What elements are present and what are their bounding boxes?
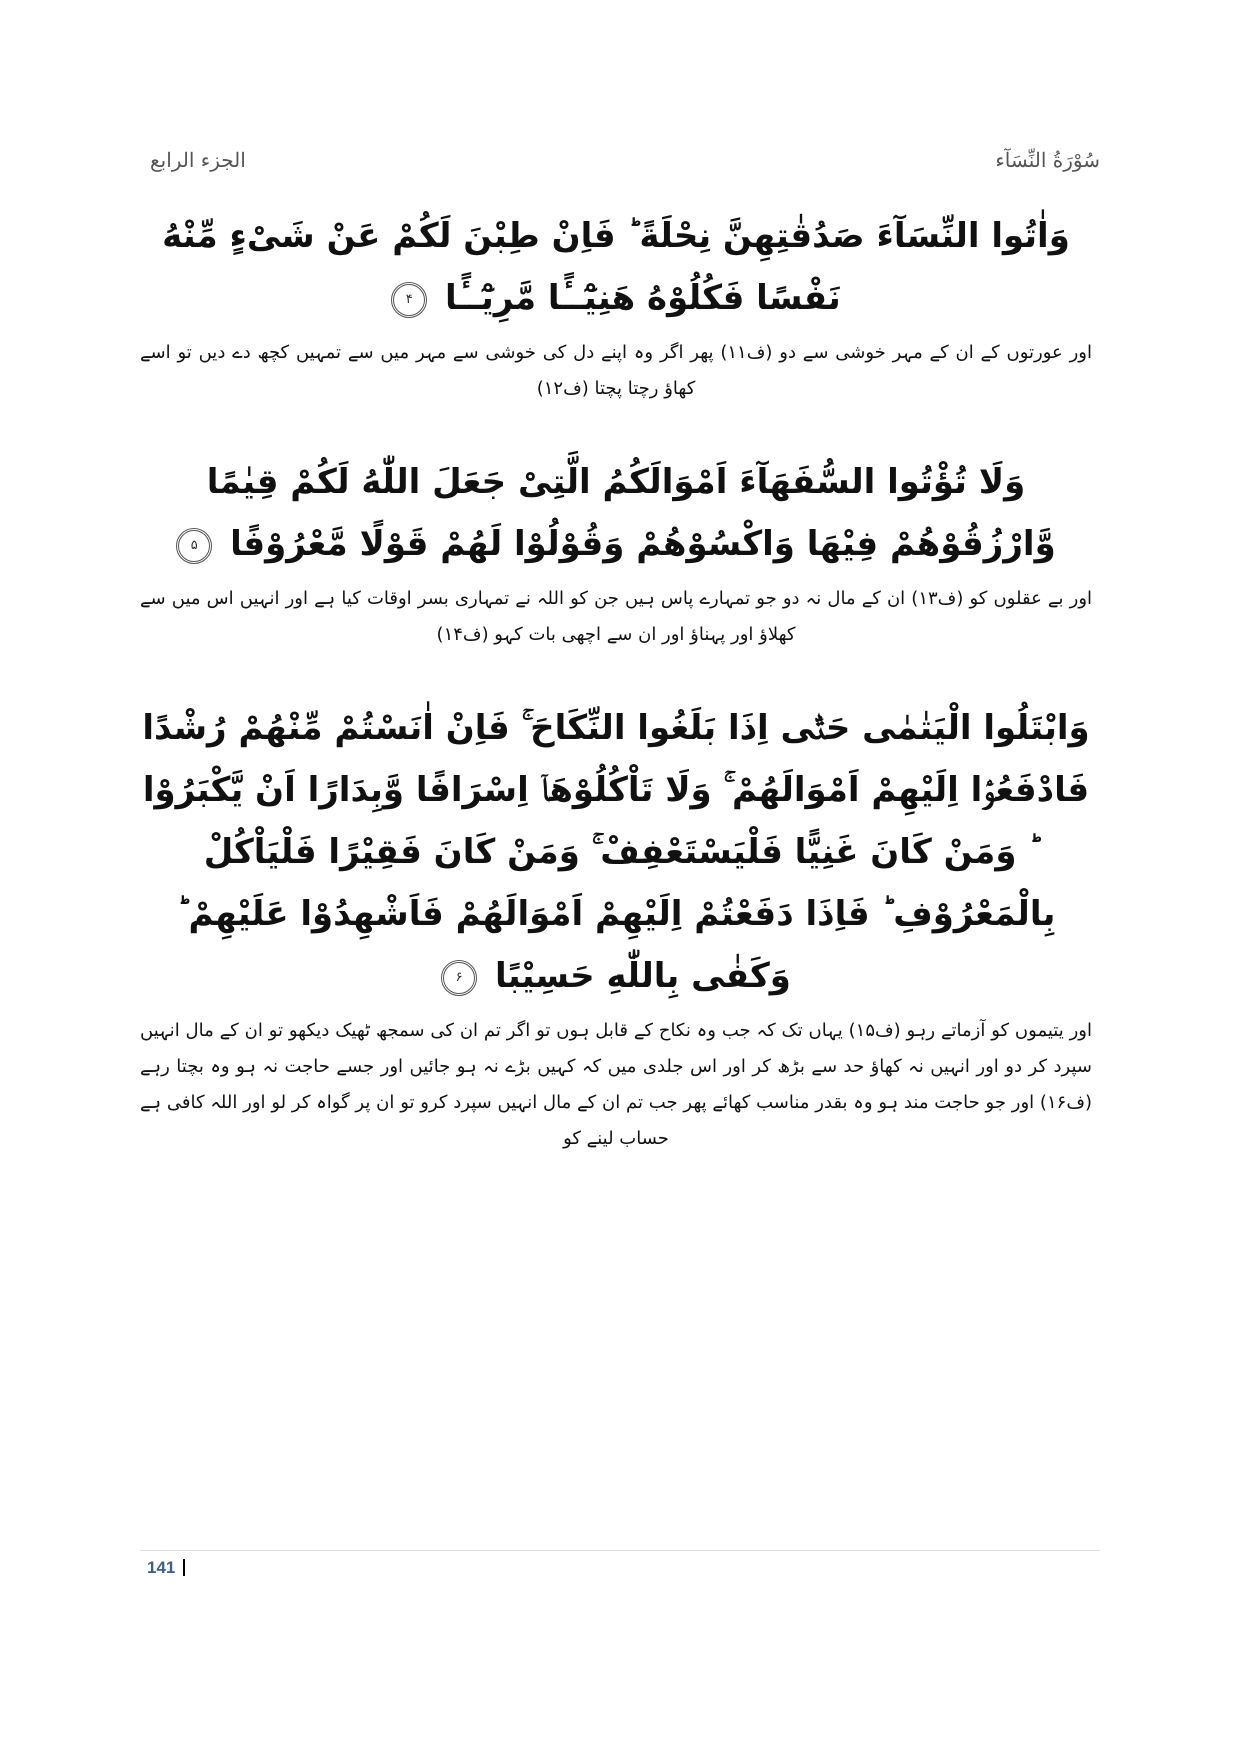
- footer-divider: [140, 1550, 1100, 1551]
- page-number-separator: [183, 1559, 185, 1576]
- verse-arabic: [140, 697, 1092, 1007]
- ayah-number-marker: ۶: [441, 960, 477, 996]
- page-number-text: 141: [147, 1558, 176, 1577]
- ayah-number-marker: ۴: [391, 282, 427, 318]
- page-number: [147, 1558, 1100, 1578]
- page-content: [140, 205, 1092, 1157]
- surah-name-header: سُوْرَةُ النِّسَآء: [995, 148, 1100, 172]
- verse-text: وَاٰتُوا النِّسَآءَ صَدُقٰتِهِنَّ نِحْلَةً ؕ فَاِنْ طِبْنَ لَكُمْ عَنْ شَیْءٍ مِّنْهُ نَفْسًا فَكُلُوْهُ هَنِیْٓــًٔا مَّرِیْٓــًٔا: [162, 216, 1070, 318]
- verse-arabic: [140, 205, 1092, 329]
- verse-arabic: [140, 451, 1092, 575]
- verse-text: وَابْتَلُوا الْیَتٰمٰی حَتّٰۤی اِذَا بَلَغُوا النِّكَاحَ ۚ فَاِنْ اٰنَسْتُمْ مِّنْهُمْ رُشْدًا فَادْفَعُوْۤا اِلَیْهِمْ اَمْوَالَهُمْ ۚ وَلَا تَاْكُلُوْهَاۤ اِسْرَافًا وَّبِدَارًا اَنْ یَّكْبَرُوْا ؕ وَمَنْ كَانَ غَنِیًّا فَلْیَسْتَعْفِفْ ۚ وَمَنْ كَانَ فَقِیْرًا فَلْیَاْكُلْ بِالْمَعْرُوْفِ ؕ فَاِذَا دَفَعْتُمْ اِلَیْهِمْ اَمْوَالَهُمْ فَاَشْهِدُوْا عَلَیْهِمْ ؕ وَكَفٰی بِاللّٰهِ حَسِیْبًا: [142, 708, 1090, 996]
- page-footer: [140, 1550, 1100, 1578]
- verse-translation: اور بے عقلوں کو (ف۱۳) ان کے مال نہ دو جو تمہارے پاس ہیں جن کو اللہ نے تمہاری بسر اوقات کیا ہے اور انہیں اس میں سے کھلاؤ اور پہناؤ اور ان سے اچھی بات کہو (ف۱۴): [140, 588, 1093, 645]
- verse-translation: اور یتیموں کو آزماتے رہو (ف۱۵) یہاں تک کہ جب وہ نکاح کے قابل ہوں تو اگر تم ان کی سمجھ ٹھیک دیکھو تو ان کے مال انہیں سپرد کر دو اور انہیں نہ کھاؤ حد سے بڑھ کر اور اس جلدی میں کہ کہیں بڑے نہ ہو جائیں اور جسے حاجت نہ ہو وہ بچتا رہے (ف۱۶) اور جو حاجت مند ہو وہ بقدر مناسب کھائے پھر جب تم ان کے مال انہیں سپرد کرو تو ان پر گواہ کر لو اور اللہ کافی ہے حساب لینے کو: [140, 1020, 1092, 1149]
- verse-translation: اور عورتوں کے ان کے مہر خوشی سے دو (ف۱۱) پھر اگر وہ اپنے دل کی خوشی سے مہر میں سے تمہیں کچھ دے دیں تو اسے کھاؤ رچتا پچتا (ف۱۲): [140, 342, 1092, 399]
- verse-text: وَلَا تُؤْتُوا السُّفَهَآءَ اَمْوَالَكُمُ الَّتِیْ جَعَلَ اللّٰهُ لَكُمْ قِیٰمًا وَّارْزُقُوْهُمْ فِیْهَا وَاكْسُوْهُمْ وَقُوْلُوْا لَهُمْ قَوْلًا مَّعْرُوْفًا: [206, 462, 1056, 564]
- juz-name-header: الجزء الرابع: [150, 148, 246, 172]
- page-header: [140, 148, 1100, 188]
- ayah-number-marker: ۵: [176, 528, 212, 564]
